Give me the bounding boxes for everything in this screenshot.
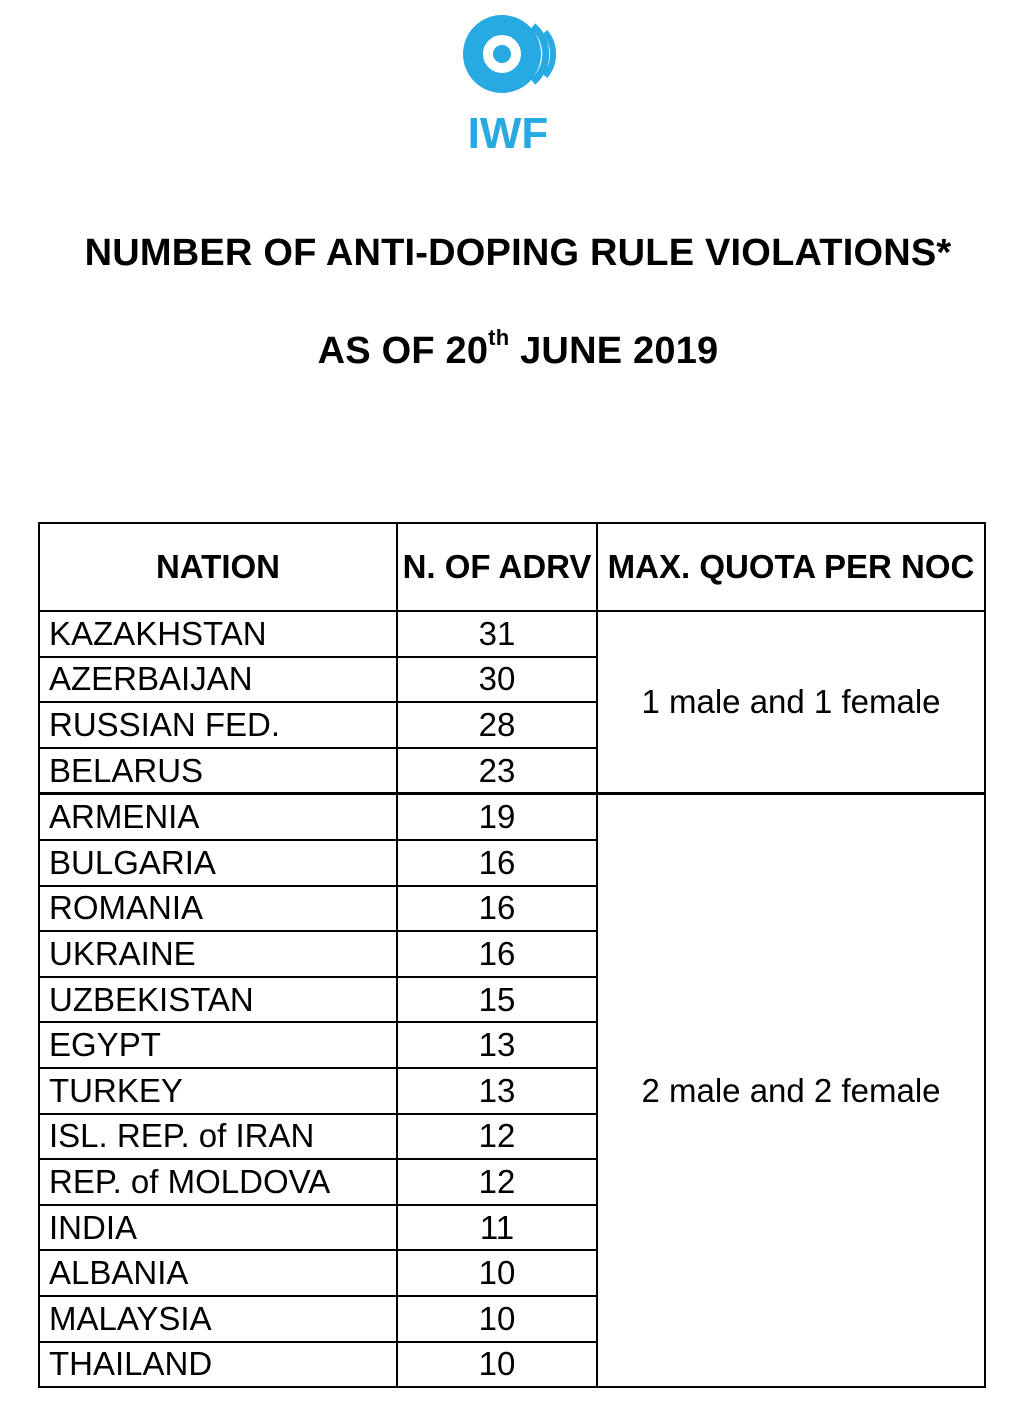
adrv-count-cell: 23 — [397, 748, 597, 794]
adrv-table — [38, 522, 986, 1388]
adrv-count-cell: 13 — [397, 1022, 597, 1068]
adrv-count-cell: 16 — [397, 840, 597, 886]
quota-cell: 1 male and 1 female — [597, 611, 985, 794]
subtitle-prefix: AS OF 20 — [317, 330, 489, 372]
nation-cell: BELARUS — [39, 748, 397, 794]
nation-cell: MALAYSIA — [39, 1296, 397, 1342]
adrv-count-cell: 12 — [397, 1159, 597, 1205]
nation-cell: ROMANIA — [39, 886, 397, 932]
adrv-count-cell: 30 — [397, 657, 597, 703]
header-nation: NATION — [39, 523, 397, 611]
adrv-count-cell: 28 — [397, 702, 597, 748]
table-row — [39, 794, 985, 840]
nation-cell: UKRAINE — [39, 931, 397, 977]
adrv-count-cell: 10 — [397, 1342, 597, 1388]
subtitle-superscript: th — [488, 325, 510, 350]
adrv-count-cell: 10 — [397, 1250, 597, 1296]
adrv-count-cell: 19 — [397, 794, 597, 840]
header-adrv: N. OF ADRV — [397, 523, 597, 611]
adrv-count-cell: 10 — [397, 1296, 597, 1342]
page-title: NUMBER OF ANTI-DOPING RULE VIOLATIONS* — [84, 232, 952, 274]
nation-cell: REP. of MOLDOVA — [39, 1159, 397, 1205]
nation-cell: AZERBAIJAN — [39, 657, 397, 703]
logo-text: IWF — [467, 109, 549, 154]
adrv-count-cell: 31 — [397, 611, 597, 657]
adrv-count-cell: 15 — [397, 977, 597, 1023]
iwf-logo — [456, 14, 568, 154]
adrv-count-cell: 16 — [397, 931, 597, 977]
adrv-count-cell: 16 — [397, 886, 597, 932]
table-header-row — [39, 523, 985, 611]
nation-cell: ARMENIA — [39, 794, 397, 840]
nation-cell: TURKEY — [39, 1068, 397, 1114]
nation-cell: ISL. REP. of IRAN — [39, 1114, 397, 1160]
nation-cell: RUSSIAN FED. — [39, 702, 397, 748]
nation-cell: THAILAND — [39, 1342, 397, 1388]
page-subtitle — [0, 325, 1036, 373]
quota-cell: 2 male and 2 female — [597, 794, 985, 1387]
adrv-count-cell: 12 — [397, 1114, 597, 1160]
header-quota: MAX. QUOTA PER NOC — [597, 523, 985, 611]
table-body — [39, 611, 985, 1387]
nation-cell: UZBEKISTAN — [39, 977, 397, 1023]
nation-cell: KAZAKHSTAN — [39, 611, 397, 657]
subtitle-suffix: JUNE 2019 — [509, 330, 719, 372]
nation-cell: ALBANIA — [39, 1250, 397, 1296]
nation-cell: BULGARIA — [39, 840, 397, 886]
table-row — [39, 611, 985, 657]
adrv-count-cell: 11 — [397, 1205, 597, 1251]
adrv-count-cell: 13 — [397, 1068, 597, 1114]
weightlifting-plate-icon — [456, 14, 568, 154]
nation-cell: INDIA — [39, 1205, 397, 1251]
nation-cell: EGYPT — [39, 1022, 397, 1068]
